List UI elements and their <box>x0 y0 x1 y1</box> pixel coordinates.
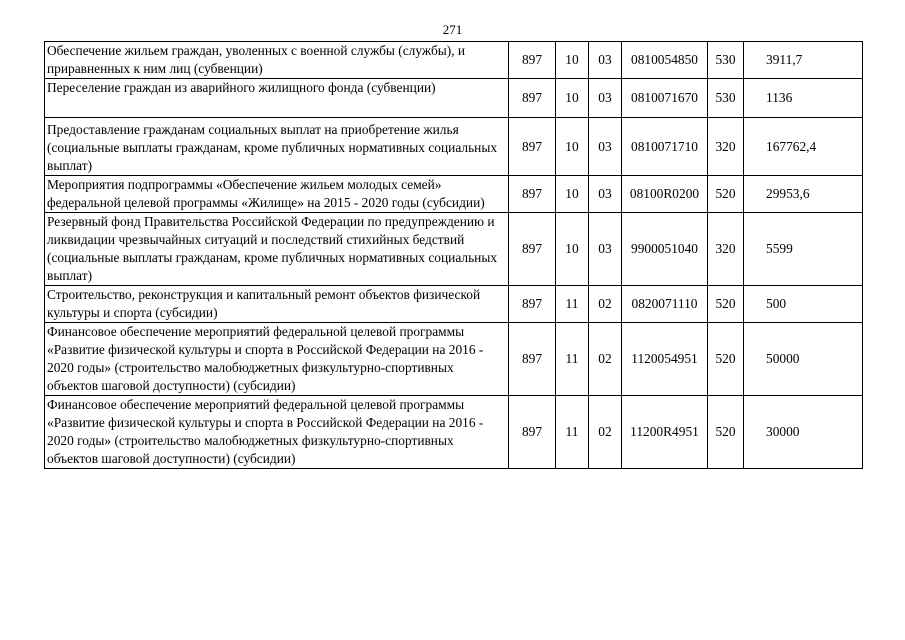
table-row <box>45 42 863 79</box>
row-ved-code: 897 <box>509 286 556 323</box>
row-ved-code: 897 <box>509 213 556 286</box>
row-target-article-code: 0810071710 <box>622 118 708 176</box>
row-section-code: 11 <box>556 396 589 469</box>
row-ved-code: 897 <box>509 79 556 118</box>
table-row <box>45 118 863 176</box>
row-description: Финансовое обеспечение мероприятий федеральной целевой программы «Развитие физической культуры и спорта в Российской Федерации на 2016 - 2020 годы» (строительство малобюджетных физкультурно-спортивных объектов шаговой доступности) (субсидии) <box>45 323 509 396</box>
page-number: 271 <box>442 22 463 37</box>
row-target-article-code: 1120054951 <box>622 323 708 396</box>
row-amount: 50000 <box>744 323 863 396</box>
table-row <box>45 213 863 286</box>
row-section-code: 10 <box>556 79 589 118</box>
row-expense-type-code: 530 <box>708 42 744 79</box>
row-description: Строительство, реконструкция и капитальный ремонт объектов физической культуры и спорта (субсидии) <box>45 286 509 323</box>
row-description: Финансовое обеспечение мероприятий федеральной целевой программы «Развитие физической культуры и спорта в Российской Федерации на 2016 - 2020 годы» (строительство малобюджетных физкультурно-спортивных объектов шаговой доступности) (субсидии) <box>45 396 509 469</box>
row-amount: 1136 <box>744 79 863 118</box>
row-section-code: 10 <box>556 213 589 286</box>
row-subsection-code: 03 <box>589 118 622 176</box>
row-description: Резервный фонд Правительства Российской Федерации по предупреждению и ликвидации чрезвычайных ситуаций и последствий стихийных бедствий (социальные выплаты гражданам, кроме публичных нормативных социальных выплат) <box>45 213 509 286</box>
row-expense-type-code: 530 <box>708 79 744 118</box>
row-section-code: 11 <box>556 323 589 396</box>
budget-table <box>44 41 863 469</box>
row-subsection-code: 02 <box>589 323 622 396</box>
row-amount: 30000 <box>744 396 863 469</box>
table-row <box>45 79 863 118</box>
table-row <box>45 323 863 396</box>
row-description: Обеспечение жильем граждан, уволенных с военной службы (службы), и приравненных к ним лиц (субвенции) <box>45 42 509 79</box>
row-subsection-code: 03 <box>589 42 622 79</box>
row-expense-type-code: 520 <box>708 286 744 323</box>
row-target-article-code: 0820071110 <box>622 286 708 323</box>
row-subsection-code: 02 <box>589 396 622 469</box>
row-expense-type-code: 320 <box>708 118 744 176</box>
row-amount: 29953,6 <box>744 176 863 213</box>
row-target-article-code: 08100R0200 <box>622 176 708 213</box>
row-section-code: 10 <box>556 176 589 213</box>
row-ved-code: 897 <box>509 118 556 176</box>
row-section-code: 11 <box>556 286 589 323</box>
row-subsection-code: 03 <box>589 176 622 213</box>
row-ved-code: 897 <box>509 176 556 213</box>
row-description: Предоставление гражданам социальных выплат на приобретение жилья (социальные выплаты гражданам, кроме публичных нормативных социальных выплат) <box>45 118 509 176</box>
row-subsection-code: 03 <box>589 213 622 286</box>
row-subsection-code: 02 <box>589 286 622 323</box>
row-subsection-code: 03 <box>589 79 622 118</box>
row-amount: 500 <box>744 286 863 323</box>
table-row <box>45 286 863 323</box>
row-target-article-code: 0810054850 <box>622 42 708 79</box>
row-ved-code: 897 <box>509 42 556 79</box>
table-row <box>45 396 863 469</box>
row-expense-type-code: 320 <box>708 213 744 286</box>
row-expense-type-code: 520 <box>708 396 744 469</box>
row-description: Мероприятия подпрограммы «Обеспечение жильем молодых семей» федеральной целевой программы «Жилище» на 2015 - 2020 годы (субсидии) <box>45 176 509 213</box>
row-ved-code: 897 <box>509 396 556 469</box>
row-section-code: 10 <box>556 118 589 176</box>
row-expense-type-code: 520 <box>708 323 744 396</box>
row-section-code: 10 <box>556 42 589 79</box>
row-target-article-code: 11200R4951 <box>622 396 708 469</box>
table-row <box>45 176 863 213</box>
row-amount: 167762,4 <box>744 118 863 176</box>
row-target-article-code: 9900051040 <box>622 213 708 286</box>
row-amount: 5599 <box>744 213 863 286</box>
row-description: Переселение граждан из аварийного жилищного фонда (субвенции) <box>45 79 509 118</box>
row-amount: 3911,7 <box>744 42 863 79</box>
row-target-article-code: 0810071670 <box>622 79 708 118</box>
row-expense-type-code: 520 <box>708 176 744 213</box>
row-ved-code: 897 <box>509 323 556 396</box>
